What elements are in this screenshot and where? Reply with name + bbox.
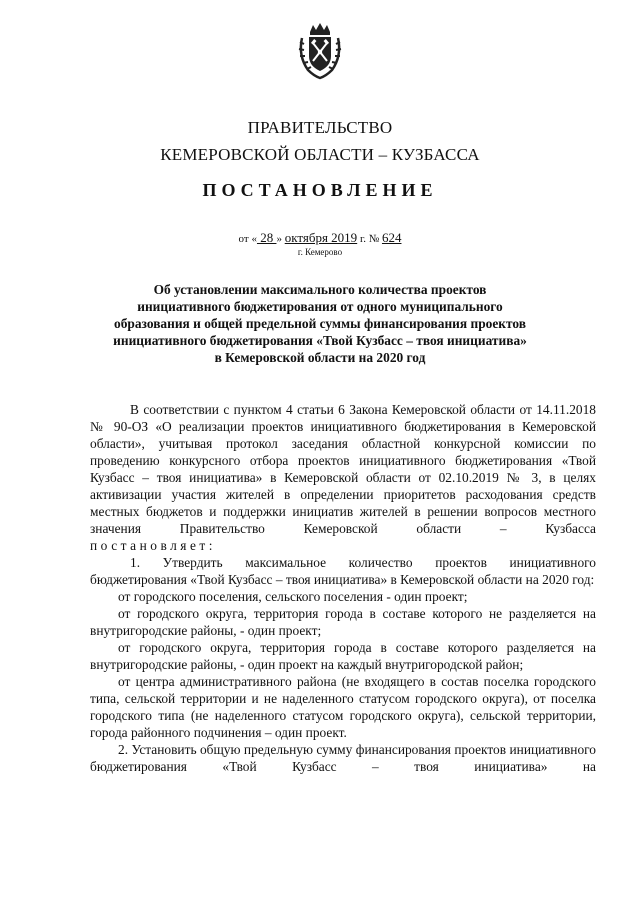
government-name-line1: ПРАВИТЕЛЬСТВО [247, 118, 393, 137]
government-name-line2: КЕМЕРОВСКОЙ ОБЛАСТИ – КУЗБАССА [160, 145, 480, 164]
date-number-line [0, 230, 640, 246]
date-day: 28 [256, 230, 277, 245]
body-paragraph-item2: 2. Установить общую предельную сумму финансирования проектов инициативного бюджетирования «Твой Кузбасс – твоя инициатива» на [90, 742, 596, 774]
body-paragraph-item1-d: от центра административного района (не входящего в состав поселка городского типа, сельской территории и не наделенного статусом городского округа), от поселка городского типа (не наделенного статусом городского округа), сельской территории, города районного подчинения – один проект. [90, 674, 596, 740]
body-paragraph-preamble: В соответствии с пунктом 4 статьи 6 Закона Кемеровской области от 14.11.2018 № 90-ОЗ «О реализации проектов инициативного бюджетирования в Кемеровской области», учитывая протокол заседания областной конкурсной комиссии по проведению конкурсного отбора проектов инициативного бюджетирования «Твой Кузбасс – твоя инициатива» в Кемеровской области от 02.10.2019 № 3, в целях активизации участия жителей в определении приоритетов расходования средств местных бюджетов и поддержки инициатив жителей в решении вопросов местного значения Правительство Кемеровской области – Кузбасса [90, 402, 596, 536]
document-number: 624 [381, 230, 402, 245]
city-label: г. Кемерово [297, 247, 343, 257]
body-decree-word: постановляет: [90, 538, 216, 553]
kuzbass-coat-of-arms-icon [296, 22, 344, 80]
document-body [90, 401, 596, 775]
date-year-suffix: г. № [357, 233, 382, 245]
date-from-label: от « [238, 233, 257, 245]
date-mid: » [276, 233, 285, 245]
body-paragraph-item1-a: от городского поселения, сельского поселения - один проект; [118, 589, 468, 604]
document-type-heading: ПОСТАНОВЛЕНИЕ [202, 180, 438, 200]
date-month-year: октября 2019 [284, 230, 358, 245]
body-paragraph-item1-c: от городского округа, территория города в составе которого разделяется на внутригородские районы, - один проект на каждый внутригородской район; [90, 640, 596, 672]
document-title: Об установлении максимального количества проектов инициативного бюджетирования от одного муниципального образования и общей предельной суммы финансирования проектов инициативного бюджетирования «Твой Кузбасс – твоя инициатива» в Кемеровской области на 2020 год [113, 282, 527, 365]
body-paragraph-item1-b: от городского округа, территория города в составе которого не разделяется на внутригородские районы, - один проект; [90, 606, 596, 638]
body-paragraph-item1: 1. Утвердить максимальное количество проектов инициативного бюджетирования «Твой Кузбасс – твоя инициатива» в Кемеровской области на 2020 год: [90, 555, 596, 587]
